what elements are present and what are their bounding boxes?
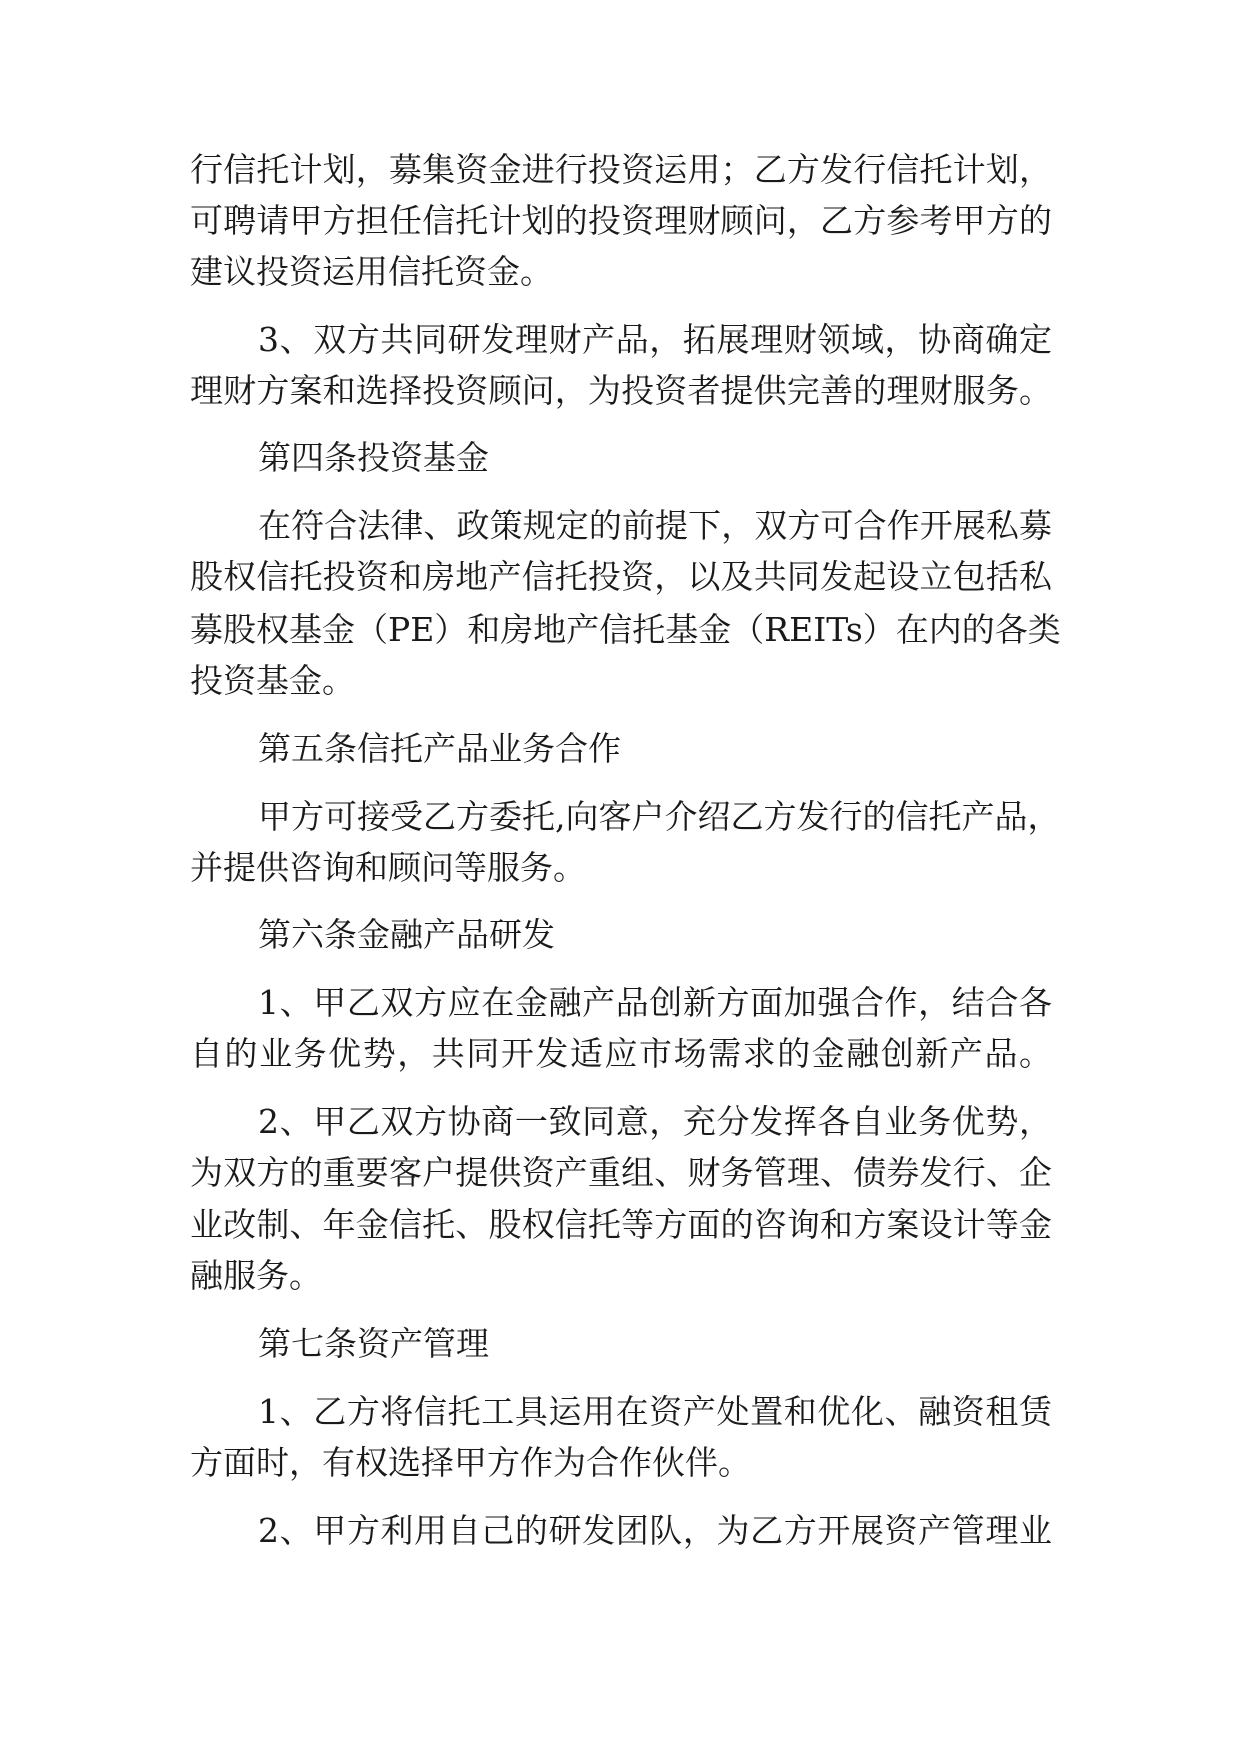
section-heading: 第五条信托产品业务合作 [258,729,621,768]
text-line: 在符合法律、政策规定的前提下，双方可合作开展私募 [258,506,1052,545]
text-line: 甲方可接受乙方委托,向客户介绍乙方发行的信托产品， [258,797,1061,836]
text-line: 2、甲乙双方协商一致同意，充分发挥各自业务优势， [258,1102,1052,1141]
text-line: 投资基金。 [190,661,355,700]
text-line: 自的业务优势，共同开发适应市场需求的金融创新产品。 [190,1034,1052,1073]
text-line: 可聘请甲方担任信托计划的投资理财顾问，乙方参考甲方的 [190,201,1052,240]
text-line: 业改制、年金信托、股权信托等方面的咨询和方案设计等金 [190,1205,1052,1244]
text-line: 为双方的重要客户提供资产重组、财务管理、债券发行、企 [190,1153,1052,1192]
section-heading: 第四条投资基金 [258,438,489,477]
text-line: 并提供咨询和顾问等服务。 [190,848,586,887]
text-line: 募股权基金（PE）和房地产信托基金（REITs）在内的各类 [190,610,1061,649]
section-heading: 第七条资产管理 [258,1324,489,1363]
text-line: 2、甲方利用自己的研发团队，为乙方开展资产管理业 [258,1511,1052,1550]
section-heading: 第六条金融产品研发 [258,915,555,954]
text-line: 1、乙方将信托工具运用在资产处置和优化、融资租赁 [258,1392,1052,1431]
text-line: 建议投资运用信托资金。 [190,252,553,291]
text-line: 股权信托投资和房地产信托投资，以及共同发起设立包括私 [190,557,1052,596]
text-line: 行信托计划，募集资金进行投资运用；乙方发行信托计划， [190,150,1052,189]
text-line: 理财方案和选择投资顾问，为投资者提供完善的理财服务。 [190,371,1052,410]
text-line: 1、甲乙双方应在金融产品创新方面加强合作，结合各 [258,983,1052,1022]
text-line: 融服务。 [190,1256,322,1295]
text-line: 方面时，有权选择甲方作为合作伙伴。 [190,1443,751,1482]
text-line: 3、双方共同研发理财产品，拓展理财领域，协商确定 [258,320,1052,359]
